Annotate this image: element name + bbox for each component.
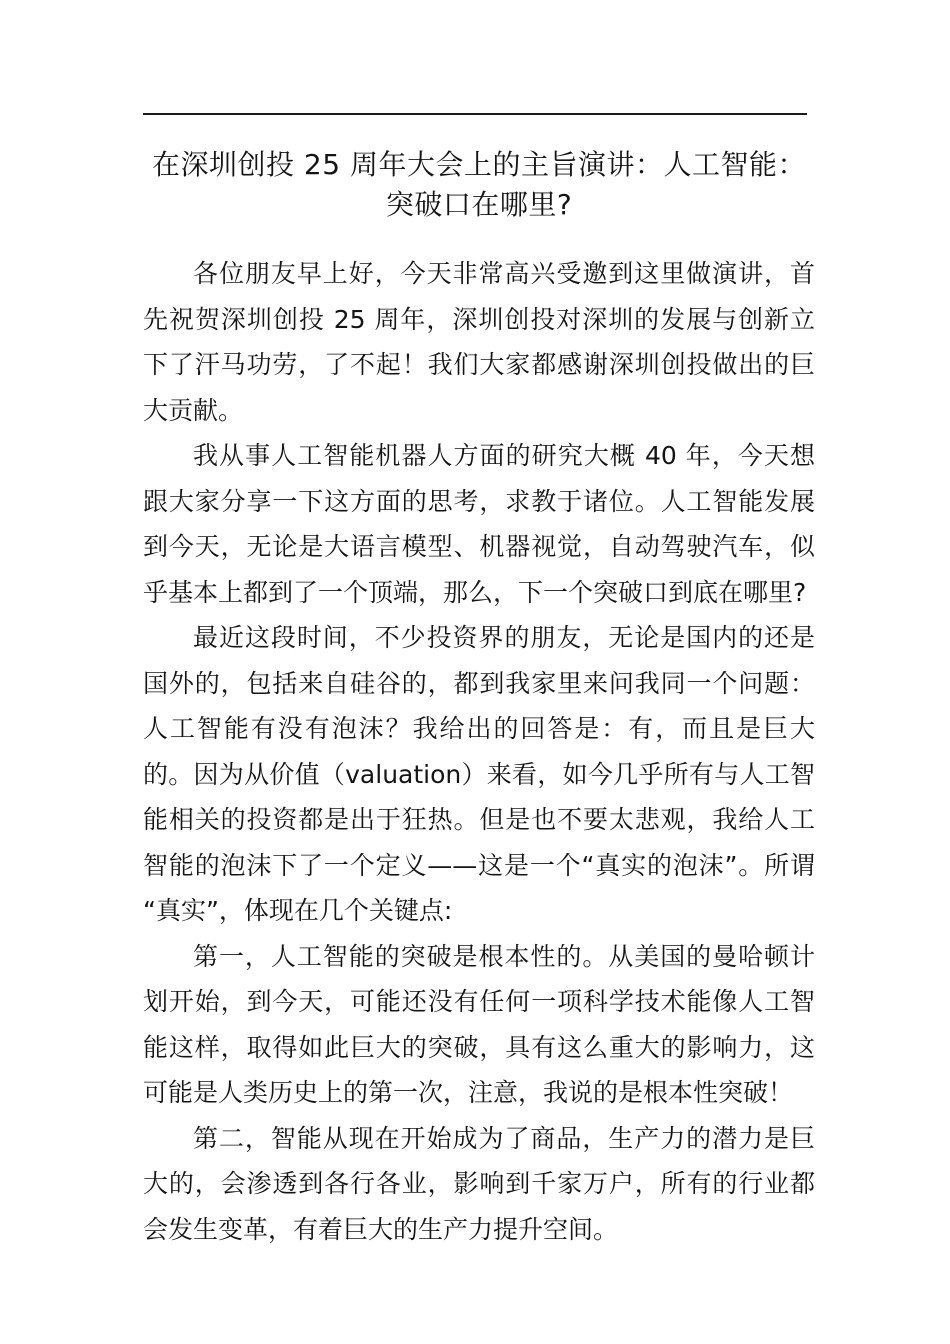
title-divider-rule — [143, 113, 807, 115]
document-body — [143, 251, 815, 1252]
document-title: 在深圳创投 25 周年大会上的主旨演讲：人工智能：突破口在哪里? — [152, 148, 806, 221]
paragraph-research-background: 我从事人工智能机器人方面的研究大概 40 年，今天想跟大家分享一下这方面的思考，求教于诸位。人工智能发展到今天，无论是大语言模型、机器视觉，自动驾驶汽车，似乎基本上都到了一个顶端，那么，下一个突破口到底在哪里? — [143, 441, 815, 607]
paragraph-point-one: 第一，人工智能的突破是根本性的。从美国的曼哈顿计划开始，到今天，可能还没有任何一项科学技术能像人工智能这样，取得如此巨大的突破，具有这么重大的影响力，这可能是人类历史上的第一次，注意，我说的是根本性突破！ — [143, 941, 815, 1107]
paragraph-bubble-question: 最近这段时间，不少投资界的朋友，无论是国内的还是国外的，包括来自硅谷的，都到我家里来问我同一个问题：人工智能有没有泡沫？我给出的回答是：有，而且是巨大的。因为从价值（valuation）来看，如今几乎所有与人工智能相关的投资都是出于狂热。但是也不要太悲观，我给人工智能的泡沫下了一个定义——这是一个“真实的泡沫”。所谓“真实”，体现在几个关键点: — [143, 623, 815, 925]
paragraph-point-two: 第二，智能从现在开始成为了商品，生产力的潜力是巨大的，会渗透到各行各业，影响到千家万户，所有的行业都会发生变革，有着巨大的生产力提升空间。 — [143, 1123, 815, 1244]
paragraph-greeting: 各位朋友早上好，今天非常高兴受邀到这里做演讲，首先祝贺深圳创投 25 周年，深圳创投对深圳的发展与创新立下了汗马功劳，了不起！我们大家都感谢深圳创投做出的巨大贡献。 — [143, 259, 815, 425]
